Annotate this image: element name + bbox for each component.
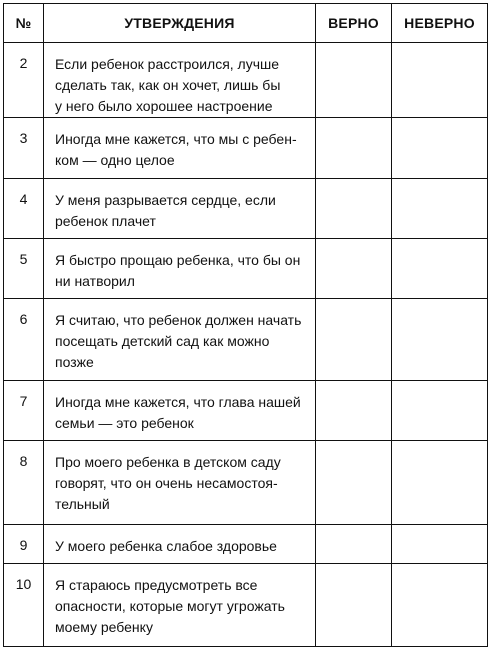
true-cell[interactable]: [316, 564, 392, 647]
row-number: 3: [4, 118, 44, 179]
true-cell[interactable]: [316, 179, 392, 239]
false-cell[interactable]: [392, 525, 488, 564]
table-row: [4, 381, 488, 441]
row-number: 6: [4, 299, 44, 381]
table-row: [4, 441, 488, 525]
false-cell[interactable]: [392, 43, 488, 118]
true-cell[interactable]: [316, 239, 392, 299]
header-number: №: [4, 4, 44, 43]
row-number: 2: [4, 43, 44, 118]
false-cell[interactable]: [392, 441, 488, 525]
row-statement: Я быстро прощаю ребенка, что бы он ни натворил: [44, 239, 316, 299]
table-row: [4, 525, 488, 564]
table-row: [4, 118, 488, 179]
row-number: 9: [4, 525, 44, 564]
table-row: [4, 239, 488, 299]
true-cell[interactable]: [316, 118, 392, 179]
row-statement: Если ребенок расстроился, лучше сделать так, как он хочет, лишь бы у него было хорошее настроение: [44, 43, 316, 118]
table-row: [4, 299, 488, 381]
false-cell[interactable]: [392, 299, 488, 381]
header-statements: УТВЕРЖДЕНИЯ: [44, 4, 316, 43]
true-cell[interactable]: [316, 43, 392, 118]
row-statement: Про моего ребенка в детском саду говорят, что он очень несамостоя- тельный: [44, 441, 316, 525]
table-row: [4, 564, 488, 647]
false-cell[interactable]: [392, 179, 488, 239]
row-number: 8: [4, 441, 44, 525]
true-cell[interactable]: [316, 525, 392, 564]
row-statement: Иногда мне кажется, что глава нашей семьи — это ребенок: [44, 381, 316, 441]
table-header-row: [4, 4, 488, 43]
false-cell[interactable]: [392, 118, 488, 179]
row-statement: Иногда мне кажется, что мы с ребен- ком — одно целое: [44, 118, 316, 179]
false-cell[interactable]: [392, 564, 488, 647]
row-statement: У моего ребенка слабое здоровье: [44, 525, 316, 564]
false-cell[interactable]: [392, 381, 488, 441]
row-statement: Я стараюсь предусмотреть все опасности, которые могут угрожать моему ребенку: [44, 564, 316, 647]
row-statement: У меня разрывается сердце, если ребенок плачет: [44, 179, 316, 239]
false-cell[interactable]: [392, 239, 488, 299]
row-number: 4: [4, 179, 44, 239]
true-cell[interactable]: [316, 381, 392, 441]
header-false: НЕВЕРНО: [392, 4, 488, 43]
table-row: [4, 43, 488, 118]
row-number: 10: [4, 564, 44, 647]
row-statement: Я считаю, что ребенок должен начать посещать детский сад как можно позже: [44, 299, 316, 381]
row-number: 5: [4, 239, 44, 299]
header-true: ВЕРНО: [316, 4, 392, 43]
true-cell[interactable]: [316, 441, 392, 525]
statements-table: [3, 3, 488, 647]
row-number: 7: [4, 381, 44, 441]
table-row: [4, 179, 488, 239]
true-cell[interactable]: [316, 299, 392, 381]
